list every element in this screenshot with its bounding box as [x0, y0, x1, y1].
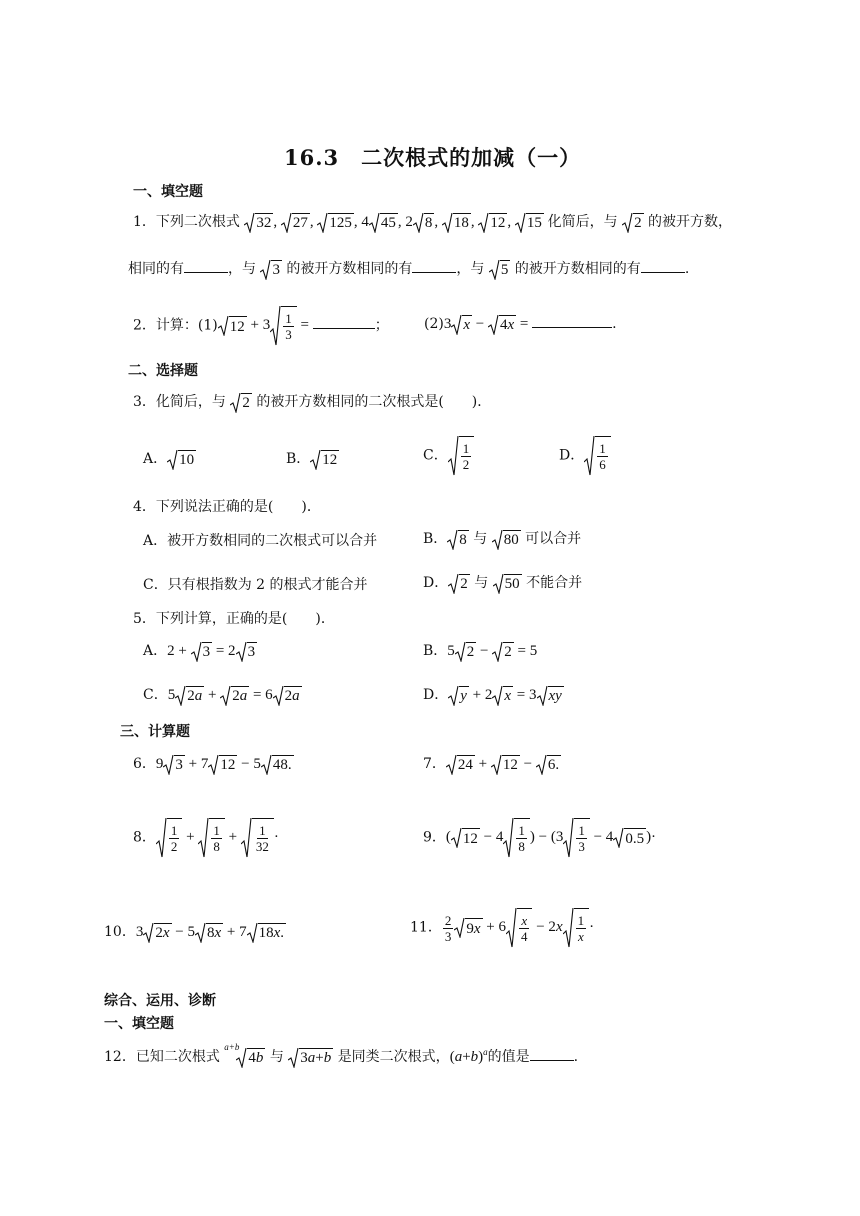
question-11: 11． $\frac{2}{3}$ 9 x + 6 $\frac{x}{4}$ − 2x $\frac{1}{x}$ ·: [410, 908, 594, 948]
question-5: 5．下列计算，正确的是( )．: [133, 611, 335, 627]
q5-option-d[interactable]: D． y + 2 x = 3 xy: [423, 687, 562, 705]
question-2-part-2: (2)3 x − 4 x = .: [424, 313, 617, 335]
q1-radicals: 32 , 27 , 125 , 4 45 , 2 8 , 18 , 12 , 15: [244, 214, 547, 230]
q3-option-b[interactable]: B． 12: [286, 451, 338, 469]
q5-option-b[interactable]: B．5 2 − 2 = 5: [423, 643, 538, 661]
section-heading-multiple-choice: 二、选择题: [128, 363, 198, 379]
question-2: 2．计算：(1) 12 + 3 $\frac{1}{3}$ = ；: [133, 306, 389, 346]
section-heading-calculation: 三、计算题: [120, 724, 190, 740]
page-title: 16.3 二次根式的加减（一）: [284, 145, 582, 170]
question-1: 1．下列二次根式 32 , 27 , 125 , 4 45 , 2 8 , 18 , 12 , 15 化简后，与 2 的被开方数，: [133, 214, 733, 232]
q5-option-c[interactable]: C．5 2 a + 2 a = 6 2 a: [143, 687, 300, 705]
answer-blank[interactable]: [641, 258, 685, 273]
q4-option-a[interactable]: A．被开方数相同的二次根式可以合并: [143, 533, 378, 549]
section-heading-comprehensive: 综合、运用、诊断: [104, 993, 216, 1009]
question-7: 7． 24 + 12 − 6.: [423, 756, 560, 774]
q3-option-c[interactable]: C． $\frac{1}{2}$: [423, 436, 474, 476]
q4-option-c[interactable]: C．只有根指数为 2 的根式才能合并: [143, 577, 368, 593]
section-heading-fill-blank: 一、填空题: [133, 184, 203, 200]
q1-prefix: 1．下列二次根式: [133, 214, 240, 230]
q5-option-a[interactable]: A．2 + 3 = 2 3: [143, 643, 256, 661]
question-3: 3．化简后，与 2 的被开方数相同的二次根式是( )．: [133, 394, 492, 412]
q3-option-a[interactable]: A． 10: [143, 451, 195, 469]
q3-option-d[interactable]: D． $\frac{1}{6}$: [559, 436, 611, 476]
answer-blank[interactable]: [184, 258, 228, 273]
question-4: 4．下列说法正确的是( )．: [133, 499, 321, 515]
question-6: 6．9 3 + 7 12 − 5 48.: [133, 756, 292, 774]
question-8: 8． $\frac{1}{2}$ + $\frac{1}{8}$ + $\frac{1}{32}$ ·: [133, 818, 279, 858]
question-1-line-2: 相同的有 ，与 3 的被开方数相同的有 ，与 5 的被开方数相同的有 .: [128, 258, 689, 280]
q4-option-b[interactable]: B． 8 与 80 可以合并: [423, 531, 582, 549]
question-12: 12．已知二次根式 $^{a+b}$ 4 b 与 3 a + b 是同类二次根式，$(a+b)^a$的值是 .: [104, 1042, 579, 1067]
question-10: 10．3 2 x − 5 8 x + 7 18 x .: [104, 924, 285, 942]
answer-blank[interactable]: [530, 1046, 574, 1061]
answer-blank[interactable]: [412, 258, 456, 273]
answer-blank[interactable]: [532, 313, 612, 328]
question-9: 9．( 12 − 4 $\frac{1}{8}$ ) − (3 $\frac{1}{3}$ − 4 0.5 )·: [423, 818, 656, 858]
section-heading-fill-blank-2: 一、填空题: [104, 1016, 174, 1032]
answer-blank[interactable]: [313, 314, 375, 329]
q4-option-d[interactable]: D． 2 与 50 不能合并: [423, 575, 583, 593]
